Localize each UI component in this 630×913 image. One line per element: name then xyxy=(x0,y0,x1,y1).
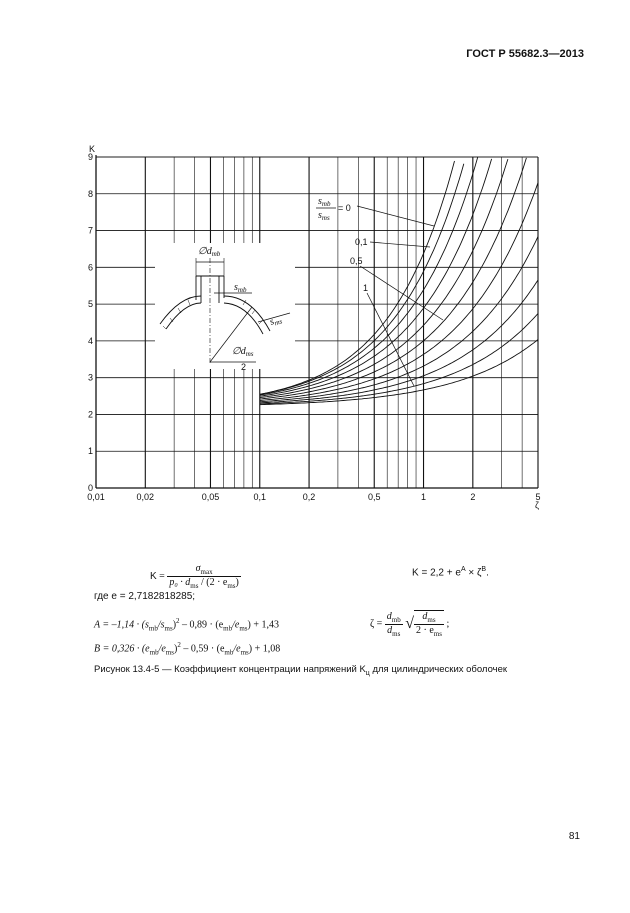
curve-annotations xyxy=(316,196,368,293)
formula-k2: $K = 2,2 + e^A \times \zeta^B$. xyxy=(412,566,489,579)
y-tick-label-7: 7 xyxy=(87,225,93,236)
ratio-den: $s_{ms}$ xyxy=(318,210,330,222)
curve-7 xyxy=(260,237,538,402)
y-tick-labels xyxy=(88,152,93,493)
y-tick-label-6: 6 xyxy=(87,262,93,273)
label-eq-zero: = 0 xyxy=(338,203,351,213)
curve-4 xyxy=(260,159,508,398)
label-s-ms: $s_{ms}$ xyxy=(268,316,284,328)
x-tick-label-0: 0,01 xyxy=(87,492,105,502)
formula-zeta: ζ = $\frac{d_{mb}}{d_{ms}}$ √ $\frac{d_{ms}}{2 \cdot e_{ms}}$ ; xyxy=(370,610,450,638)
figure-caption: Рисунок 13.4-5 — Коэффициент концентрации напряжений $K_ц$ для цилиндрических оболочек xyxy=(94,664,508,677)
formula-k xyxy=(150,563,241,590)
formula-b: $B = 0,326 \cdot (e_{mb}/e_{ms})^2 - 0,59 \cdot (e_{mb}/e_{ms}) + 1,08$ xyxy=(94,641,281,657)
k-lhs: K xyxy=(150,570,157,582)
x-tick-label-4: 0,2 xyxy=(302,492,316,502)
y-tick-label-4: 4 xyxy=(87,335,93,346)
label-01: 0,1 xyxy=(355,237,368,247)
x-tick-labels xyxy=(87,492,540,502)
label-05: 0,5 xyxy=(350,256,363,266)
curve-10 xyxy=(260,340,538,405)
page-number: 81 xyxy=(568,831,580,842)
x-tick-label-6: 1 xyxy=(421,492,427,502)
standard-header: ГОСТ Р 55682.3—2013 xyxy=(466,48,584,60)
x-axis-label: ζ xyxy=(535,500,539,510)
label-s-mb: $s_{mb}$ xyxy=(234,282,247,294)
where-e: где e = 2,7182818285; xyxy=(94,591,196,602)
x-tick-label-7: 2 xyxy=(470,492,476,502)
y-tick-label-3: 3 xyxy=(87,372,93,383)
chart-curves xyxy=(260,157,538,404)
x-tick-label-8: 5 xyxy=(535,492,541,502)
k-eq: = xyxy=(159,570,165,582)
label-d-ms: $\emptyset d_{ms}$ xyxy=(232,346,254,358)
label-1: 1 xyxy=(363,283,369,293)
x-tick-label-3: 0,1 xyxy=(253,492,267,502)
y-axis-label: K xyxy=(89,144,96,154)
k-fraction: $\frac{\sigma_{max}}{p_0 \cdot d_{ms} / (2 \cdot e_{ms})}$ xyxy=(169,563,239,590)
label-half: 2 xyxy=(241,362,247,372)
x-tick-label-1: 0,02 xyxy=(136,492,155,502)
y-tick-label-2: 2 xyxy=(87,409,93,420)
label-d-mb: $\emptyset d_{mb}$ xyxy=(198,246,221,258)
nozzle-diagram xyxy=(155,243,295,369)
y-tick-label-0: 0 xyxy=(87,483,93,493)
y-tick-label-9: 9 xyxy=(87,152,93,162)
y-tick-label-5: 5 xyxy=(87,299,93,310)
y-tick-label-8: 8 xyxy=(87,188,93,199)
ratio-num: $s_{mb}$ xyxy=(318,196,331,208)
formula-a: $A = -1,14 \cdot (s_{mb}/s_{ms})^2 - 0,89 \cdot (e_{mb}/e_{ms}) + 1,43$ xyxy=(94,617,279,633)
curve-8 xyxy=(260,280,538,403)
x-tick-label-2: 0,05 xyxy=(201,492,220,502)
y-tick-label-1: 1 xyxy=(87,446,93,457)
x-tick-label-5: 0,5 xyxy=(367,492,381,502)
